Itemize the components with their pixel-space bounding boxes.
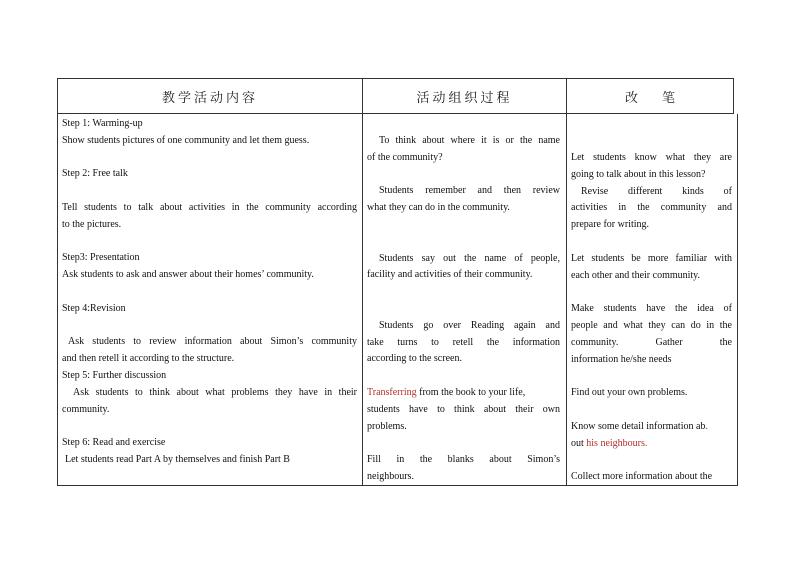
activity-process-cell [367, 133, 560, 486]
table-border-left [57, 114, 58, 485]
note-4-line-4: information he/she needs [571, 353, 672, 365]
step-6-title: Step 6: Read and exercise [62, 437, 166, 449]
note-6-line-1-text: Know some detail information ab [571, 420, 706, 432]
process-4-line-1: Students go over Reading again and [379, 319, 560, 331]
step-4-text-line-1: Ask students to review information about Simon’s community [68, 336, 357, 348]
table-divider-1 [362, 114, 363, 485]
process-5-line-1 [367, 385, 560, 402]
table-divider-2 [566, 114, 567, 485]
note-2-line-2: activities in the community and [571, 202, 732, 214]
process-6-line-1: Fill in the blanks about Simon’s [367, 454, 560, 466]
note-6-highlight: his neighbours. [586, 437, 648, 449]
process-1-line-2: of the community? [367, 151, 443, 163]
note-4-line-1: Make students have the idea of [571, 303, 732, 315]
process-2-line-2: what they can do in the community. [367, 202, 510, 214]
step-2-text-line-1: Tell students to talk about activities in the community according [62, 201, 357, 213]
step-6-text: Let students read Part A by themselves and finish Part B [65, 453, 290, 465]
table-border-right [737, 114, 738, 485]
teaching-content-cell [62, 116, 357, 469]
process-3-line-2: facility and activities of their community. [367, 269, 533, 281]
step-4-text-line-2: and then retell it according to the structure. [62, 353, 235, 365]
process-6-line-2: neighbours. [367, 470, 414, 482]
note-6-line-1 [571, 419, 732, 436]
note-6-line-2 [571, 436, 732, 453]
step-1-title: Step 1: Warming-up [62, 118, 143, 129]
revision-notes-cell [571, 150, 732, 486]
process-5-line-2: students have to think about their own [367, 403, 560, 415]
note-5: Find out your own problems. [571, 387, 688, 399]
header-activity-process-label: 活动组织过程 [416, 89, 513, 105]
step-3-text: Ask students to ask and answer about their homes’ community. [62, 269, 314, 281]
step-4-title: Step 4:Revision [62, 302, 126, 314]
note-2-line-3: prepare for writing. [571, 219, 650, 231]
step-2-text-line-2: to the pictures. [62, 218, 122, 230]
note-4-line-3: community. Gather the [571, 336, 732, 348]
header-revision-label-b: 笔 [662, 89, 676, 105]
step-3-title: Step3: Presentation [62, 252, 140, 264]
step-5-text-line-2: community. [62, 403, 110, 415]
header-teaching-content-label: 教学活动内容 [161, 89, 258, 105]
note-1-line-2: going to talk about in this lesson? [571, 168, 706, 180]
header-revision-label-a: 改 [624, 89, 638, 105]
step-5-title: Step 5: Further discussion [62, 369, 167, 381]
header-activity-process [362, 78, 566, 114]
note-6-red-mark: . [705, 420, 708, 432]
note-3-line-2: each other and their community. [571, 269, 701, 281]
process-4-line-2: take turns to retell the information [367, 336, 560, 348]
header-revision [566, 78, 734, 114]
process-1-line-1: To think about where it is or the name [379, 135, 560, 146]
header-teaching-content [57, 78, 362, 114]
process-2-line-1: Students remember and then review [379, 185, 560, 197]
note-2-line-1: Revise different kinds of [581, 185, 732, 197]
step-5-text-line-1: Ask students to think about what problems they have in their [73, 386, 357, 398]
process-5-line-3: problems. [367, 420, 407, 432]
note-1-line-1: Let students know what they are [571, 152, 732, 163]
step-2-title: Step 2: Free talk [62, 168, 128, 180]
process-3-line-1: Students say out the name of people, [379, 252, 560, 264]
process-5-line-1-rest: from the book to your life, [416, 386, 526, 398]
process-4-line-3: according to the screen. [367, 353, 462, 365]
note-3-line-1: Let students be more familiar with [571, 252, 732, 264]
note-7: Collect more information about the [571, 471, 713, 483]
process-5-highlight: Transferring [367, 386, 417, 398]
note-6-line-2-text: out [571, 437, 587, 449]
step-1-text: Show students pictures of one community and let them guess. [62, 134, 310, 146]
note-4-line-2: people and what they can do in the [571, 319, 732, 331]
